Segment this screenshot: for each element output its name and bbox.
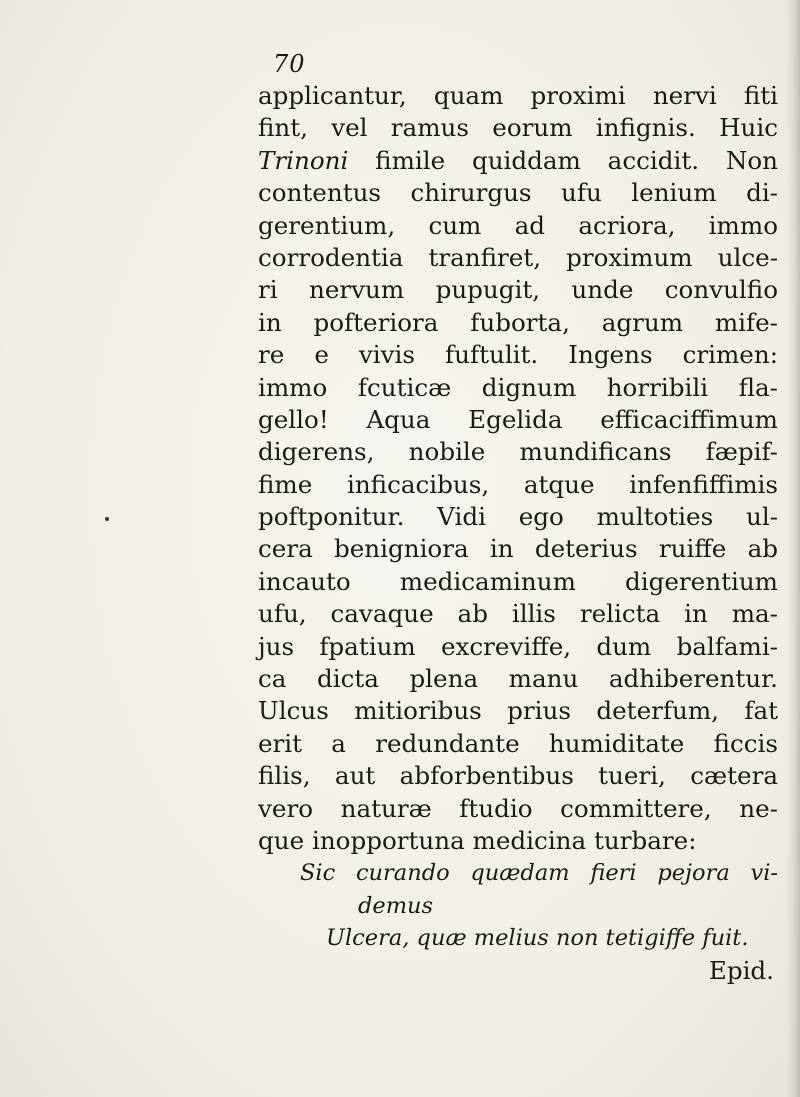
verse-line: Ulcera, quæ melius non tetigiffe fuit.: [326, 925, 749, 952]
text-line: vero naturæ ftudio committere, ne-: [258, 793, 778, 823]
text-line: gerentium, cum ad acriora, immo: [258, 210, 778, 240]
catchword: Epid.: [708, 955, 774, 985]
text-line: filis, aut abforbentibus tueri, cætera: [258, 761, 778, 791]
text-line: que inopportuna medicina turbare:: [258, 825, 697, 855]
page-number: 70: [273, 50, 306, 78]
verse-line: demus: [358, 892, 434, 919]
text-line: fint, vel ramus eorum infignis. Huic: [258, 113, 778, 143]
text-line: re e vivis fuftulit. Ingens crimen:: [258, 340, 778, 370]
text-line: Ulcus mitioribus prius deterfum, fat: [258, 696, 778, 726]
text-line: ca dicta plena manu adhiberentur.: [258, 664, 778, 694]
text-line: ufu, cavaque ab illis relicta in ma-: [258, 599, 778, 629]
text-line: incauto medicaminum digerentium: [258, 566, 778, 596]
body-text: [258, 80, 778, 857]
text-line: fime inficacibus, atque infenfiffimis: [258, 469, 778, 499]
text-line: jus fpatium excreviffe, dum balfami-: [258, 631, 778, 661]
italic-name: Trinoni: [258, 145, 349, 175]
text-line: contentus chirurgus ufu lenium di-: [258, 178, 778, 208]
text-block: [258, 80, 778, 987]
verse-line: Sic curando quædam fieri pejora vi-: [300, 860, 778, 887]
text-line: gello! Aqua Egelida efficaciffimum: [258, 404, 778, 434]
text-line: poftponitur. Vidi ego multoties ul-: [258, 502, 778, 532]
page-edge-shadow: [786, 0, 800, 1097]
text-line: corrodentia tranfiret, proximum ulce-: [258, 242, 778, 272]
text-line: cera benigniora in deterius ruiffe ab: [258, 534, 778, 564]
text-line: Trinoni fimile quiddam accidit. Non: [258, 145, 778, 175]
text-line: digerens, nobile mundificans fæpif-: [258, 437, 778, 467]
ink-speck: [105, 517, 109, 521]
text-line: ri nervum pupugit, unde convulfio: [258, 275, 778, 305]
text-line: erit a redundante humiditate ficcis: [258, 728, 778, 758]
text-line: applicantur, quam proximi nervi fiti: [258, 81, 778, 110]
text-line: in pofteriora fuborta, agrum mife-: [258, 307, 778, 337]
text-line: immo fcuticæ dignum horribili fla-: [258, 372, 778, 402]
